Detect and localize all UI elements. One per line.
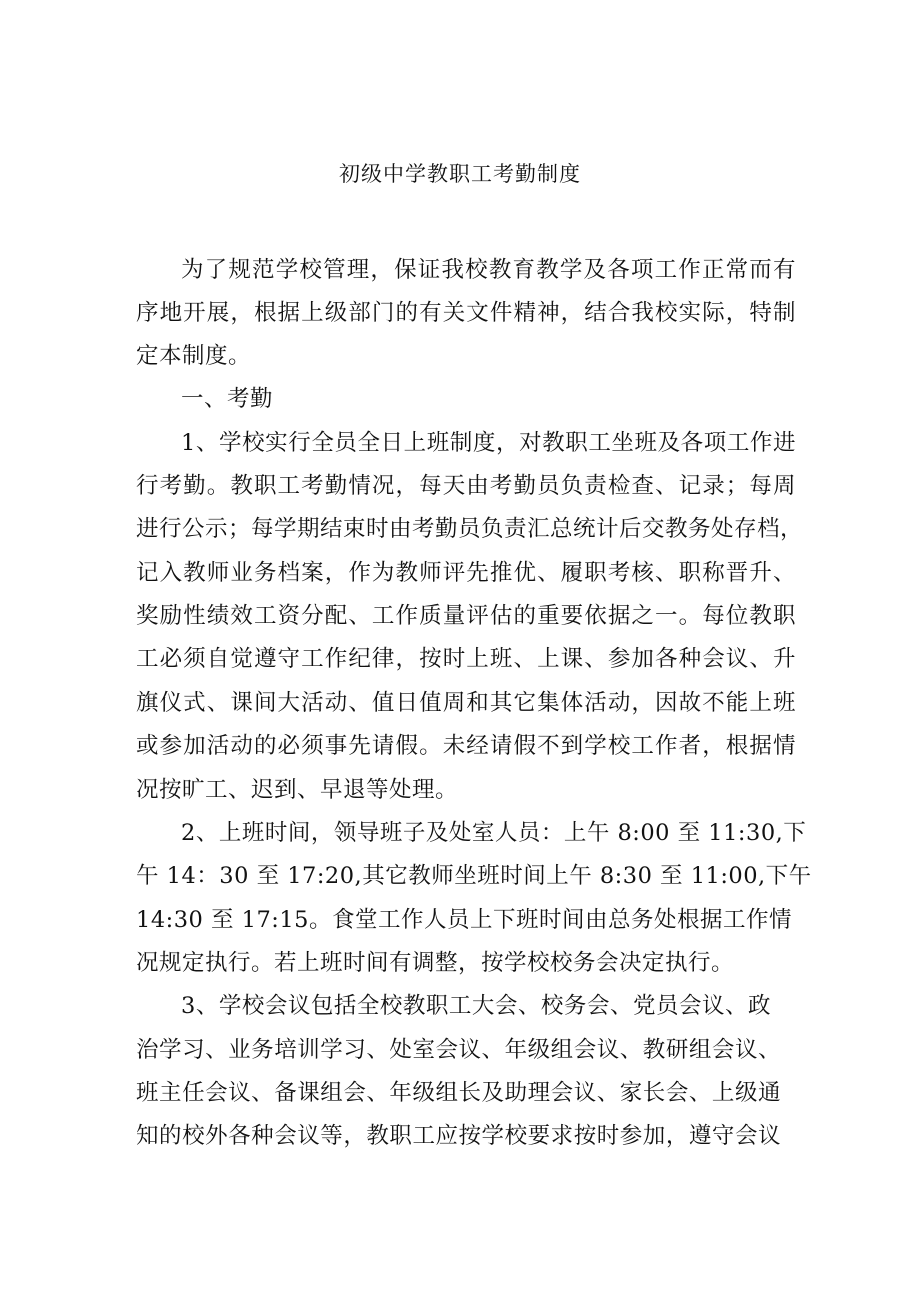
paragraph-line: 况按旷工、迟到、早退等处理。 <box>136 777 459 803</box>
paragraph-line: 14:30 至 17:15。食堂工作人员上下班时间由总务处根据工作情 <box>136 907 792 933</box>
paragraph-line: 班主任会议、备课组会、年级组长及助理会议、家长会、上级通 <box>136 1080 781 1106</box>
paragraph-line: 治学习、业务培训学习、处室会议、年级组会议、教研组会议、 <box>136 1037 781 1063</box>
paragraph-line: 3、学校会议包括全校教职工大会、校务会、党员会议、政 <box>181 993 771 1019</box>
paragraph-line: 知的校外各种会议等，教职工应按学校要求按时参加，遵守会议 <box>136 1123 781 1149</box>
paragraph-line: 进行公示；每学期结束时由考勤员负责汇总统计后交教务处存档， <box>136 516 804 542</box>
paragraph-line: 2、上班时间，领导班子及处室人员：上午 8:00 至 11:30,下 <box>181 820 807 846</box>
paragraph-line: 奖励性绩效工资分配、工作质量评估的重要依据之一。每位教职 <box>136 603 796 629</box>
paragraph-line: 1、学校实行全员全日上班制度，对教职工坐班及各项工作进 <box>181 430 796 456</box>
paragraph-line: 工必须自觉遵守工作纪律，按时上班、上课、参加各种会议、升 <box>136 646 796 672</box>
section-heading: 一、考勤 <box>181 386 274 412</box>
document-title: 初级中学教职工考勤制度 <box>339 162 581 186</box>
paragraph-line: 或参加活动的必须事先请假。未经请假不到学校工作者，根据情 <box>136 733 796 759</box>
paragraph-line: 午 14：30 至 17:20,其它教师坐班时间上午 8:30 至 11:00,下午 <box>136 863 812 889</box>
paragraph-line: 记入教师业务档案，作为教师评先推优、履职考核、职称晋升、 <box>136 560 796 586</box>
paragraph-line: 况规定执行。若上班时间有调整，按学校校务会决定执行。 <box>136 950 735 976</box>
paragraph-line: 定本制度。 <box>136 343 252 369</box>
paragraph-line: 行考勤。教职工考勤情况，每天由考勤员负责检查、记录；每周 <box>136 473 796 499</box>
paragraph-line: 旗仪式、课间大活动、值日值周和其它集体活动，因故不能上班 <box>136 690 796 716</box>
paragraph-line: 序地开展，根据上级部门的有关文件精神，结合我校实际，特制 <box>136 300 796 326</box>
paragraph-line: 为了规范学校管理，保证我校教育教学及各项工作正常而有 <box>181 257 796 283</box>
